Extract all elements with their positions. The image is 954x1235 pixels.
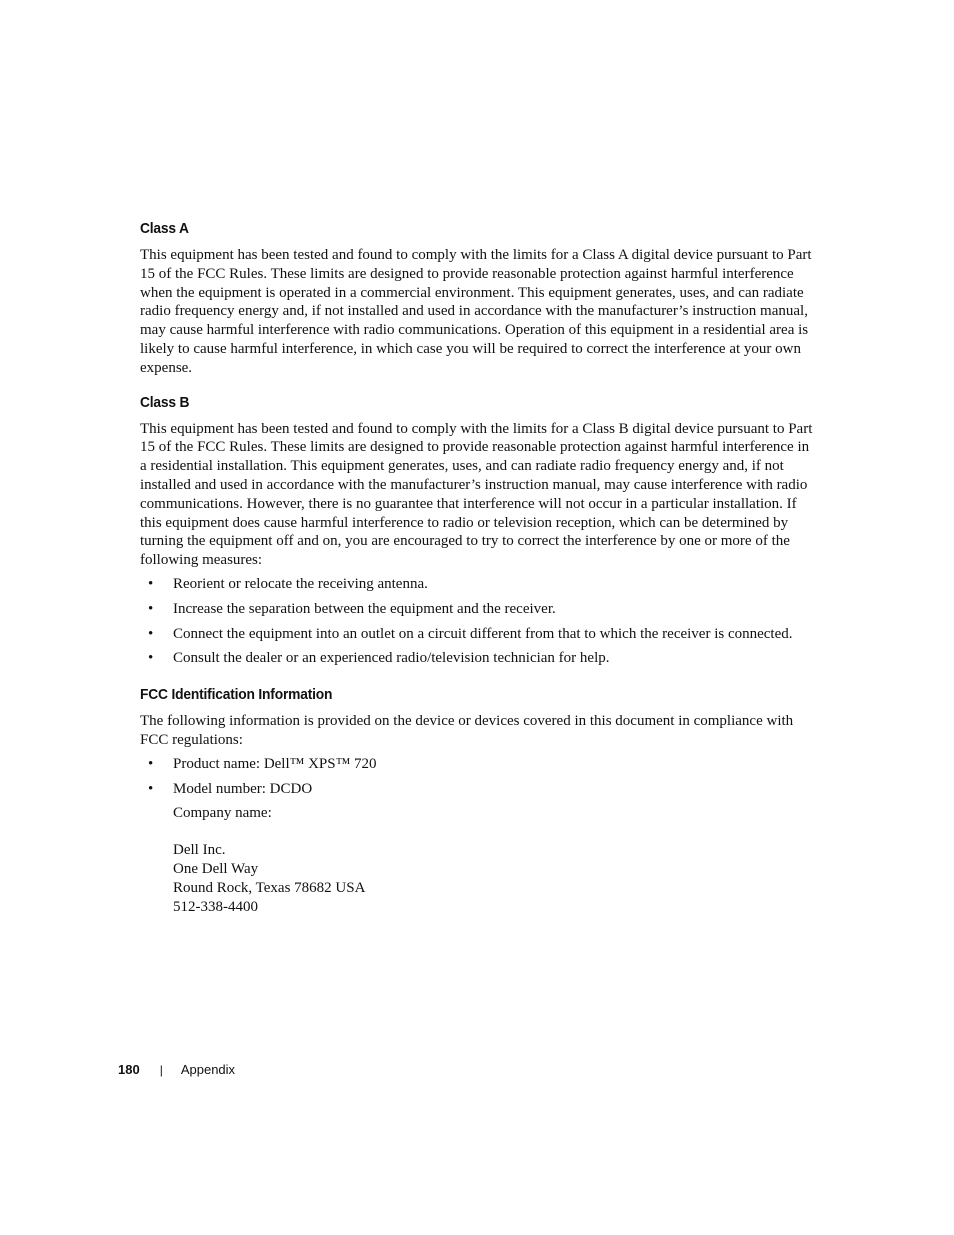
bullet-icon: • bbox=[148, 600, 154, 617]
list-item-text: Reorient or relocate the receiving antenna. bbox=[173, 575, 428, 592]
class-b-heading: Class B bbox=[140, 393, 190, 411]
document-body bbox=[140, 219, 814, 916]
company-address bbox=[140, 841, 814, 916]
address-line: One Dell Way bbox=[173, 860, 259, 877]
bullet-icon: • bbox=[148, 625, 154, 642]
class-b-measures-list bbox=[140, 575, 814, 668]
class-a-paragraph: This equipment has been tested and found to comply with the limits for a Class A digital device pursuant to Part 15 of the FCC Rules. These limits are designed to provide reasonable protection against harmful interference when the equipment is operated in a commercial environment. This equipment generates, uses, and can radiate radio frequency energy and, if not installed and used in accordance with the manufacturer’s instruction manual, may cause harmful interference with radio communications. Operation of this equipment in a residential area is likely to cause harmful interference, in which case you will be required to correct the interference at your own expense. bbox=[140, 247, 812, 376]
page-number: 180 bbox=[118, 1062, 140, 1077]
list-item bbox=[140, 575, 814, 594]
class-a-heading: Class A bbox=[140, 220, 189, 237]
list-item-text: Consult the dealer or an experienced radio/television technician for help. bbox=[173, 650, 610, 667]
product-name: Product name: Dell™ XPS™ 720 bbox=[173, 755, 377, 772]
bullet-icon: • bbox=[148, 575, 154, 592]
list-item bbox=[140, 780, 814, 799]
fcc-id-list bbox=[140, 755, 814, 799]
bullet-icon: • bbox=[148, 650, 154, 667]
list-item-text: Increase the separation between the equipment and the receiver. bbox=[173, 600, 556, 617]
company-name-label: Company name: bbox=[173, 805, 272, 822]
phone-number: 512-338-4400 bbox=[173, 898, 258, 915]
bullet-icon: • bbox=[148, 780, 154, 797]
list-item-text: Connect the equipment into an outlet on a circuit different from that to which the receiver is connected. bbox=[173, 625, 793, 642]
fcc-id-paragraph: The following information is provided on the device or devices covered in this document in compliance with FCC regulations: bbox=[140, 713, 794, 748]
address-line: Dell Inc. bbox=[173, 842, 226, 859]
footer-separator: | bbox=[159, 1063, 163, 1077]
list-item bbox=[140, 600, 814, 619]
bullet-icon: • bbox=[148, 755, 154, 772]
list-item bbox=[140, 755, 814, 774]
footer-section: Appendix bbox=[180, 1062, 236, 1077]
list-item bbox=[140, 649, 814, 668]
list-item bbox=[140, 625, 814, 644]
class-b-paragraph: This equipment has been tested and found to comply with the limits for a Class B digital device pursuant to Part 15 of the FCC Rules. These limits are designed to provide reasonable protection against harmful interference in a residential installation. This equipment generates, uses, and can radiate radio frequency energy and, if not installed and used in accordance with the manufacturer’s instruction manual, may cause interference with radio communications. However, there is no guarantee that interference will not occur in a particular installation. If this equipment does cause harmful interference to radio or television reception, which can be determined by turning the equipment off and on, you are encouraged to try to correct the interference by one or more of the following measures: bbox=[140, 420, 813, 569]
address-line: Round Rock, Texas 78682 USA bbox=[173, 879, 366, 896]
fcc-id-heading: FCC Identification Information bbox=[140, 686, 333, 704]
page-footer bbox=[118, 1061, 235, 1079]
model-number: Model number: DCDO bbox=[173, 780, 313, 797]
